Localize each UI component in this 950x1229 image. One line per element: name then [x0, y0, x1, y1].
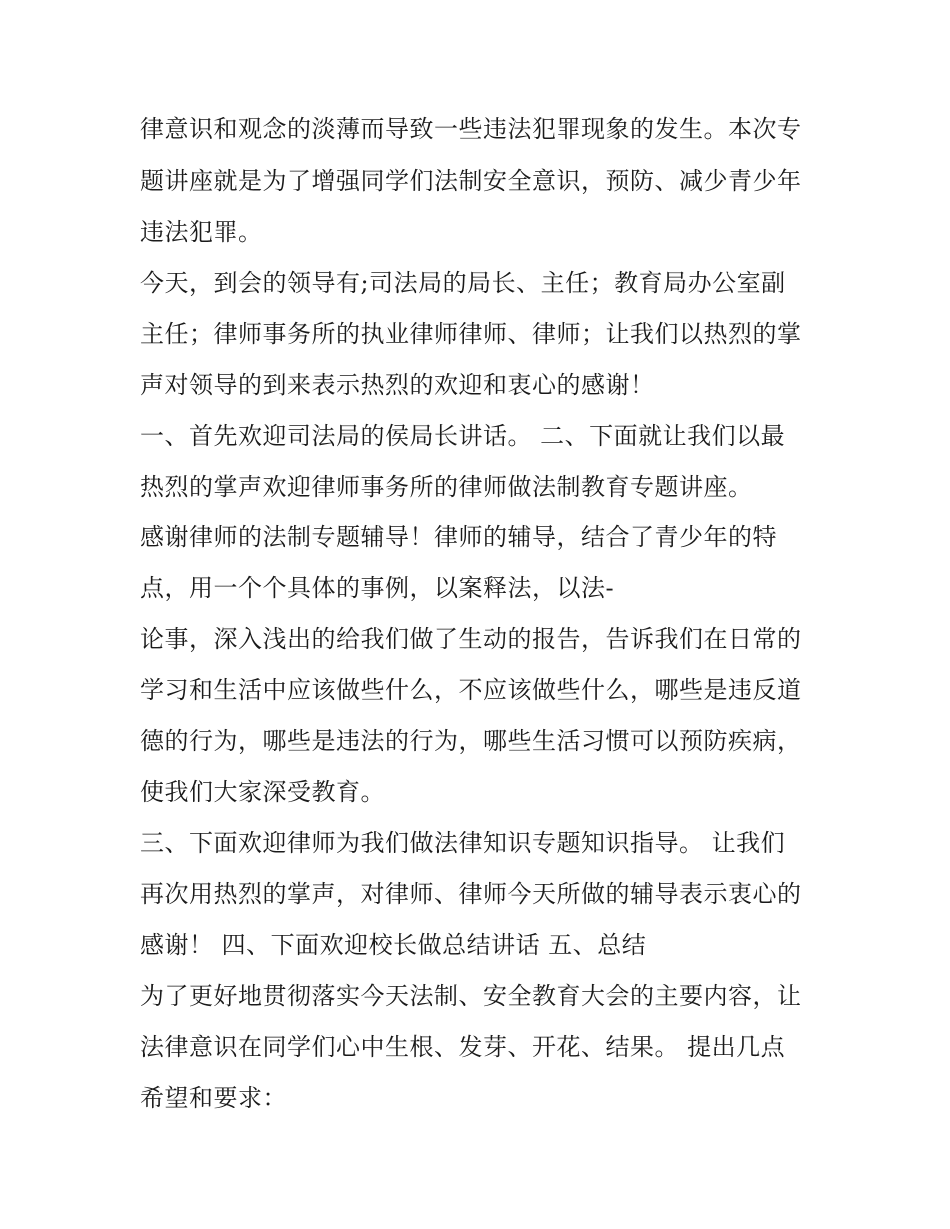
text-line: 再次用热烈的掌声，对律师、律师今天所做的辅导表示衷心的 [140, 880, 802, 908]
text-line: 三、下面欢迎律师为我们做法律知识专题知识指导。 让我们 [140, 829, 786, 857]
text-line: 热烈的掌声欢迎律师事务所的律师做法制教育专题讲座。 [140, 473, 753, 501]
text-line: 感谢！ 四、下面欢迎校长做总结讲话 五、总结 [140, 931, 647, 959]
text-line: 主任；律师事务所的执业律师律师、律师；让我们以热烈的掌 [140, 320, 802, 348]
text-line: 感谢律师的法制专题辅导！律师的辅导，结合了青少年的特 [140, 523, 777, 551]
text-line: 德的行为，哪些是违法的行为，哪些生活习惯可以预防疾病， [140, 727, 802, 755]
text-line: 题讲座就是为了增强同学们法制安全意识，预防、减少青少年 [140, 167, 802, 195]
text-line: 点，用一个个具体的事例，以案释法，以法- [140, 574, 615, 602]
text-line: 论事，深入浅出的给我们做了生动的报告，告诉我们在日常的 [140, 625, 802, 653]
text-line: 律意识和观念的淡薄而导致一些违法犯罪现象的发生。本次专 [140, 115, 802, 143]
text-line: 为了更好地贯彻落实今天法制、安全教育大会的主要内容，让 [140, 982, 802, 1010]
text-line: 学习和生活中应该做些什么，不应该做些什么，哪些是违反道 [140, 676, 802, 704]
text-line: 声对领导的到来表示热烈的欢迎和衷心的感谢！ [140, 371, 655, 399]
text-line: 希望和要求： [140, 1084, 287, 1112]
text-line: 法律意识在同学们心中生根、发芽、开花、结果。 提出几点 [140, 1033, 786, 1061]
text-line: 使我们大家深受教育。 [140, 778, 385, 806]
text-line: 今天，到会的领导有;司法局的局长、主任；教育局办公室副 [140, 269, 786, 297]
text-line: 一、首先欢迎司法局的侯局长讲话。 二、下面就让我们以最 [140, 422, 786, 450]
text-line: 违法犯罪。 [140, 218, 263, 246]
